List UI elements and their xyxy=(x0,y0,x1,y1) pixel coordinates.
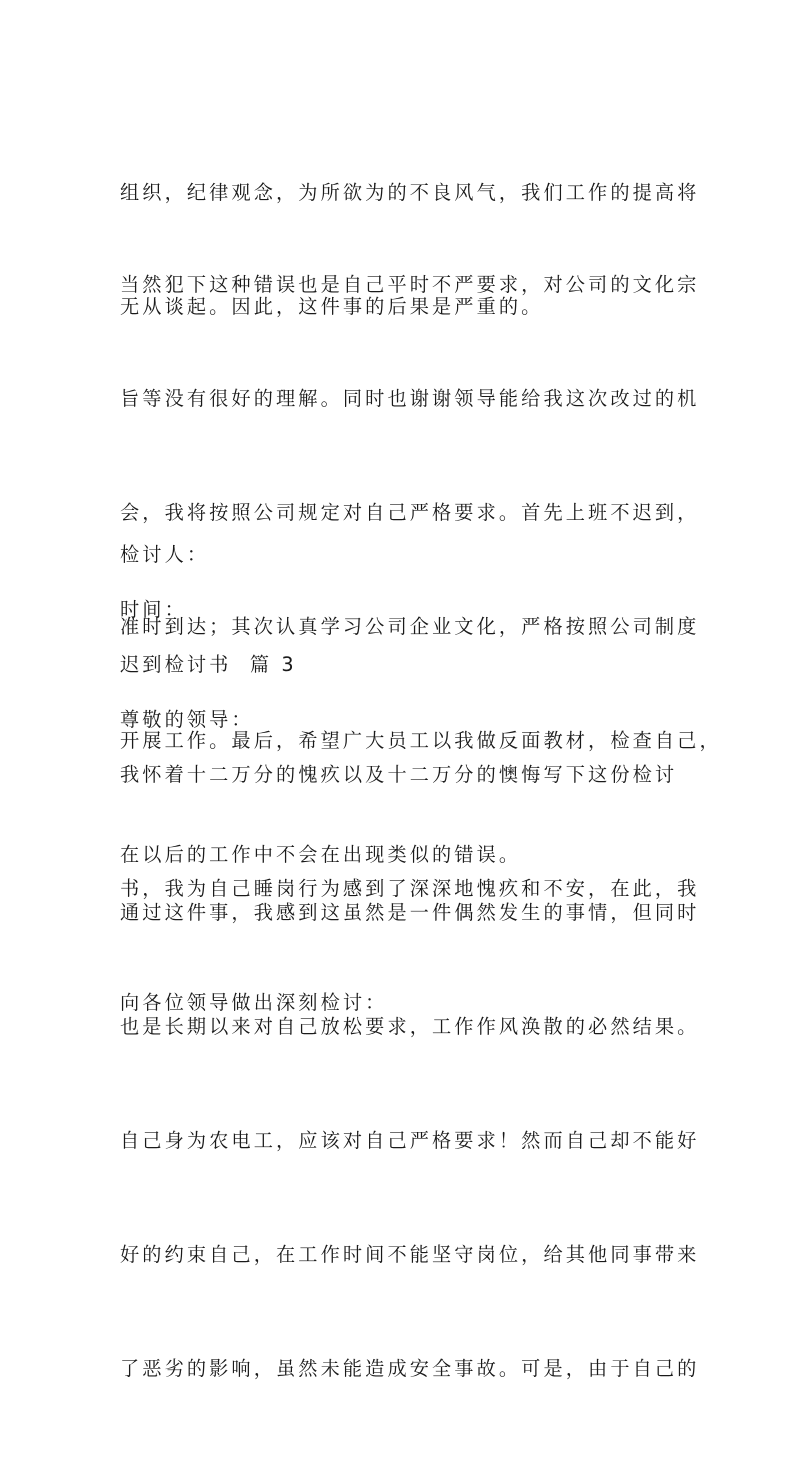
text-line: 好的约束自己，在工作时间不能坚守岗位，给其他同事带来 xyxy=(120,1243,700,1266)
paragraph-analysis xyxy=(120,818,700,1464)
text-line: 无从谈起。因此，这件事的后果是严重的。 xyxy=(120,295,544,318)
text-line: 也是长期以来对自己放松要求，工作作风涣散的必然结果。 xyxy=(120,1015,700,1038)
text-line: 通过这件事，我感到这虽然是一件偶然发生的事情，但同时 xyxy=(120,901,700,924)
text-line: 我怀着十二万分的愧疚以及十二万分的懊悔写下这份检讨 xyxy=(120,763,678,786)
text-line: 当然犯下这种错误也是自己平时不严要求，对公司的文化宗 xyxy=(120,273,700,296)
reviewer-label: 检讨人： xyxy=(120,543,210,566)
salutation-text: 尊敬的领导： xyxy=(120,708,254,731)
text-line: 了恶劣的影响，虽然未能造成安全事故。可是，由于自己的 xyxy=(120,1357,700,1380)
text-line: 旨等没有很好的理解。同时也谢谢领导能给我这次改过的机 xyxy=(120,387,700,410)
section-title: 迟到检讨书 篇 3 xyxy=(120,653,297,676)
text-line: 准时到达；其次认真学习公司企业文化，严格按照公司制度 xyxy=(120,615,700,638)
text-line: 在以后的工作中不会在出现类似的错误。 xyxy=(120,843,522,866)
text-line: 组织，纪律观念，为所欲为的不良风气，我们工作的提高将 xyxy=(120,181,700,204)
text-line: 自己身为农电工，应该对自己严格要求！然而自己却不能好 xyxy=(120,1129,700,1152)
text-line: 会，我将按照公司规定对自己严格要求。首先上班不迟到， xyxy=(120,501,700,524)
text-line: 向各位领导做出深刻检讨： xyxy=(120,991,388,1014)
text-line: 书，我为自己睡岗行为感到了深深地愧疚和不安，在此，我 xyxy=(120,877,700,900)
time-label: 时间： xyxy=(120,598,187,621)
text-line: 开展工作。最后，希望广大员工以我做反面教材，检查自己， xyxy=(120,729,722,752)
